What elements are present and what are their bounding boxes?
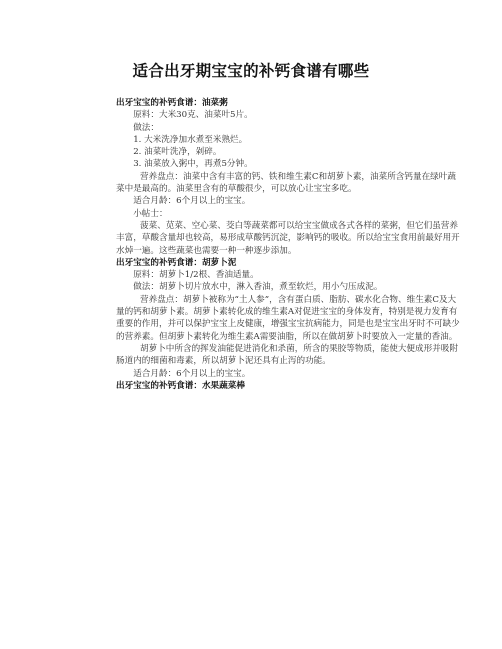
age-text: 适合月龄：6个月以上的宝宝。 bbox=[133, 368, 251, 379]
method-text: 做法：胡萝卜切片放水中，淋入香油，煮至软烂，用小勺压成泥。 bbox=[133, 282, 383, 293]
method-label: 做法： bbox=[133, 122, 159, 133]
section-heading: 出牙宝宝的补钙食谱：水果蔬菜棒 bbox=[116, 380, 245, 391]
step-item: 1. 大米洗净加水煮至米熟烂。 bbox=[133, 134, 248, 145]
ingredients-text: 原料：大米30克、油菜叶5片。 bbox=[133, 110, 253, 121]
nutrition-text: 营养盘点：胡萝卜被称为“土人参”，含有蛋白质、脂肪、碳水化合物、维生素C及大量的钙和胡萝卜素。胡萝卜素转化成的维生素A对促进宝宝的身体发育，特别是视力发育有重要的作用，并可以保护宝宝上皮健康，增强宝宝抗病能力，同是也是宝宝出牙时不可缺少的营养素。但胡萝卜素转化为维生素A需要油脂，所以在做胡萝卜时要放入一定量的香油。 bbox=[116, 294, 460, 342]
section-heading: 出牙宝宝的补钙食谱：胡萝卜泥 bbox=[116, 257, 237, 268]
step-item: 2. 油菜叶洗净，剁碎。 bbox=[133, 147, 222, 158]
tips-label: 小帖士： bbox=[133, 208, 168, 219]
ingredients-text: 原料：胡萝卜1/2根、香油适量。 bbox=[133, 270, 259, 281]
nutrition-text: 营养盘点：油菜中含有丰富的钙、铁和维生素C和胡萝卜素，油菜所含钙量在绿叶蔬菜中是最高的。油菜里含有的草酸很少，可以放心让宝宝多吃。 bbox=[116, 171, 456, 195]
article-body bbox=[116, 97, 462, 392]
section-heading: 出牙宝宝的补钙食谱：油菜粥 bbox=[116, 98, 228, 108]
step-item: 3. 油菜放入粥中，再煮5分钟。 bbox=[133, 159, 253, 170]
age-text: 适合月龄：6个月以上的宝宝。 bbox=[133, 196, 251, 207]
extra-text: 胡萝卜中所含的挥发油能促进消化和杀菌，所含的果胶等物质，能使大便成形并吸附肠道内的细菌和毒素，所以胡萝卜泥还具有止泻的功能。 bbox=[116, 343, 458, 367]
page-title: 适合出牙期宝宝的补钙食谱有哪些 bbox=[132, 62, 370, 80]
tips-text: 菠菜、苋菜、空心菜、茭白等蔬菜都可以给宝宝做成各式各样的菜粥，但它们虽营养丰富，草酸含量却也较高，易形成草酸钙沉淀，影响钙的吸收。所以给宝宝食用前最好用开水焯一遍。这些蔬菜也需要一种一种逐步添加。 bbox=[116, 220, 460, 256]
